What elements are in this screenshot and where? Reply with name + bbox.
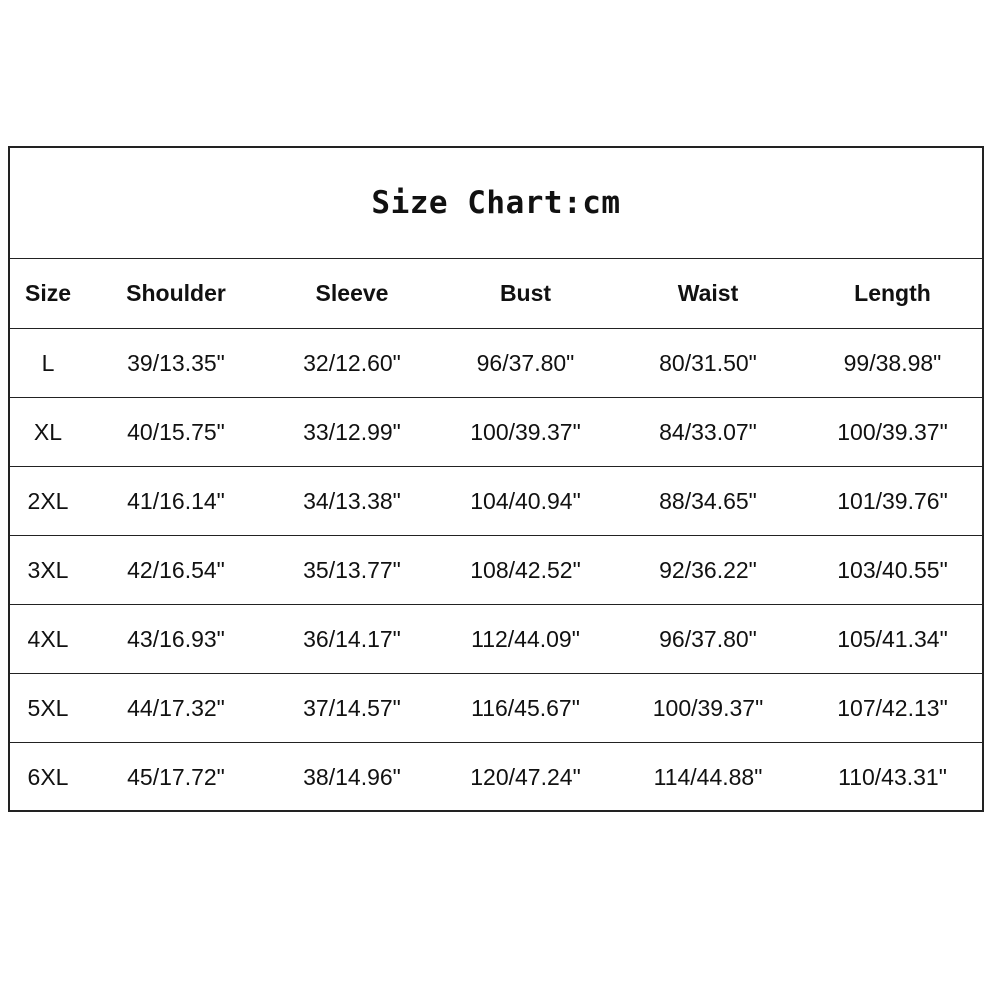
cell-length: 99/38.98" — [843, 349, 942, 376]
cell-waist: 114/44.88" — [653, 763, 763, 790]
cell-waist: 80/31.50" — [659, 349, 757, 376]
header-bust: Bust — [499, 280, 552, 306]
chart-title: Size Chart:cm — [371, 185, 621, 221]
cell-length: 100/39.37" — [837, 418, 948, 445]
cell-shoulder: 42/16.54" — [127, 556, 225, 583]
table-row — [10, 467, 982, 536]
cell-bust: 112/44.09" — [471, 625, 580, 652]
cell-shoulder: 43/16.93" — [127, 625, 225, 652]
cell-length: 101/39.76" — [837, 487, 948, 514]
cell-bust: 116/45.67" — [471, 694, 580, 721]
cell-waist: 100/39.37" — [652, 694, 764, 721]
table-row — [10, 536, 982, 605]
cell-sleeve: 36/14.17" — [303, 625, 401, 652]
cell-shoulder: 40/15.75" — [127, 418, 225, 445]
header-sleeve: Sleeve — [315, 280, 389, 306]
cell-size: 2XL — [27, 487, 69, 514]
table-row — [10, 674, 982, 743]
cell-shoulder: 41/16.14" — [127, 487, 225, 514]
size-table — [10, 259, 982, 812]
cell-bust: 120/47.24" — [470, 763, 581, 790]
header-shoulder: Shoulder — [126, 280, 226, 306]
cell-length: 103/40.55" — [837, 556, 948, 583]
header-waist: Waist — [677, 280, 739, 306]
table-row — [10, 605, 982, 674]
cell-size: 5XL — [27, 694, 69, 721]
cell-size: XL — [33, 418, 63, 445]
table-row — [10, 743, 982, 812]
cell-sleeve: 32/12.60" — [303, 349, 401, 376]
size-chart — [8, 146, 984, 812]
cell-waist: 92/36.22" — [659, 556, 757, 583]
cell-bust: 100/39.37" — [470, 418, 581, 445]
cell-bust: 104/40.94" — [470, 487, 581, 514]
cell-shoulder: 44/17.32" — [127, 694, 225, 721]
header-size: Size — [24, 280, 72, 306]
cell-size: 3XL — [27, 556, 69, 583]
cell-waist: 88/34.65" — [659, 487, 757, 514]
cell-shoulder: 39/13.35" — [127, 349, 225, 376]
table-row — [10, 329, 982, 398]
table-row — [10, 398, 982, 467]
cell-sleeve: 37/14.57" — [303, 694, 401, 721]
cell-sleeve: 33/12.99" — [303, 418, 401, 445]
cell-length: 107/42.13" — [837, 694, 948, 721]
cell-shoulder: 45/17.72" — [127, 763, 225, 790]
cell-length: 110/43.31" — [838, 763, 947, 790]
header-length: Length — [854, 280, 931, 306]
cell-bust: 96/37.80" — [476, 349, 575, 376]
title-row — [10, 148, 982, 259]
cell-sleeve: 38/14.96" — [303, 763, 401, 790]
cell-sleeve: 34/13.38" — [303, 487, 401, 514]
cell-size: L — [41, 349, 55, 376]
cell-waist: 96/37.80" — [659, 625, 757, 652]
cell-sleeve: 35/13.77" — [303, 556, 401, 583]
cell-waist: 84/33.07" — [659, 418, 757, 445]
cell-bust: 108/42.52" — [470, 556, 581, 583]
cell-length: 105/41.34" — [837, 625, 948, 652]
cell-size: 6XL — [27, 763, 69, 790]
cell-size: 4XL — [27, 625, 69, 652]
header-row — [10, 259, 982, 329]
